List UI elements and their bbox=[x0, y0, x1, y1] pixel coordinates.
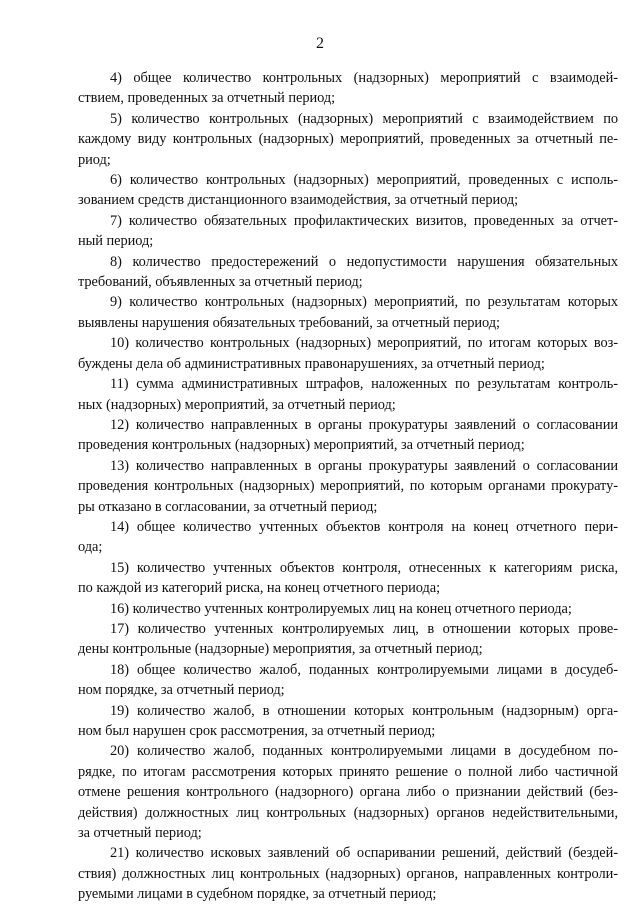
text-line: выявлены нарушения обязательных требований, за отчетный период; bbox=[78, 314, 500, 331]
page-number: 2 bbox=[316, 35, 324, 52]
text-line: 8) количество предостережений о недопустимости нарушения обязательных bbox=[110, 253, 618, 270]
text-line: 15) количество учтенных объектов контроля, отнесенных к категориям риска, bbox=[110, 559, 618, 576]
list-item bbox=[78, 333, 618, 374]
text-line: 12) количество направленных в органы прокуратуры заявлений о согласовании bbox=[110, 416, 618, 433]
text-line: 10) количество контрольных (надзорных) мероприятий, по итогам которых воз- bbox=[110, 335, 618, 352]
text-line: ствия) должностных лиц контрольных (надзорных) органов, направленных контроли- bbox=[78, 865, 618, 882]
text-line: проведения контрольных (надзорных) мероприятий, за отчетный период; bbox=[78, 437, 525, 454]
list-item bbox=[78, 170, 618, 211]
text-line: дены контрольные (надзорные) мероприятия, за отчетный период; bbox=[78, 641, 483, 658]
text-line: за отчетный период; bbox=[78, 825, 202, 842]
text-line: буждены дела об административных правонарушениях, за отчетный период; bbox=[78, 355, 545, 372]
list-item bbox=[78, 292, 618, 333]
text-line: 20) количество жалоб, поданных контролируемыми лицами в досудебном по- bbox=[110, 743, 618, 760]
text-line: руемыми лицами в судебном порядке, за отчетный период; bbox=[78, 886, 437, 903]
text-line: проведения контрольных (надзорных) мероприятий, по которым органами прокурату- bbox=[78, 478, 618, 495]
text-line: ном порядке, за отчетный период; bbox=[78, 682, 285, 699]
list-item bbox=[78, 211, 618, 252]
list-item bbox=[78, 517, 618, 558]
list-item bbox=[78, 456, 618, 517]
text-line: ода; bbox=[78, 539, 103, 556]
list-item bbox=[78, 741, 618, 843]
list-item bbox=[78, 252, 618, 293]
text-line: 4) общее количество контрольных (надзорных) мероприятий с взаимодей- bbox=[110, 70, 618, 86]
text-line: 19) количество жалоб, в отношении которых контрольным (надзорным) орга- bbox=[110, 702, 618, 719]
text-line: ры отказано в согласовании, за отчетный период; bbox=[78, 498, 378, 515]
text-line: ный период; bbox=[78, 233, 154, 250]
list-item bbox=[78, 68, 618, 109]
text-line: 14) общее количество учтенных объектов контроля на конец отчетного пери- bbox=[110, 518, 618, 535]
document-body bbox=[78, 68, 618, 905]
text-line: 17) количество учтенных контролируемых лиц, в отношении которых прове- bbox=[110, 620, 618, 637]
text-line: по каждой из категорий риска, на конец отчетного периода; bbox=[78, 580, 441, 597]
text-line: 21) количество исковых заявлений об оспаривании решений, действий (бездей- bbox=[110, 845, 618, 862]
text-line: рядке, по итогам рассмотрения которых принято решение о полной либо частичной bbox=[78, 763, 618, 780]
list-item bbox=[78, 374, 618, 415]
text-line: требований, объявленных за отчетный период; bbox=[78, 274, 363, 291]
text-line: каждому виду контрольных (надзорных) мероприятий, проведенных за отчетный пе- bbox=[78, 131, 618, 148]
text-line: 16) количество учтенных контролируемых лиц на конец отчетного периода; bbox=[110, 600, 572, 617]
list-item bbox=[78, 843, 618, 904]
list-item bbox=[78, 599, 618, 619]
list-item bbox=[78, 415, 618, 456]
text-line: действия) должностных лиц контрольных (надзорных) органов недействительными, bbox=[78, 804, 618, 821]
list-item bbox=[78, 619, 618, 660]
text-line: 6) количество контрольных (надзорных) мероприятий, проведенных с исполь- bbox=[110, 172, 618, 189]
text-line: 18) общее количество жалоб, поданных контролируемыми лицами в досудеб- bbox=[110, 661, 618, 678]
list-item bbox=[78, 701, 618, 742]
text-line: ных (надзорных) мероприятий, за отчетный период; bbox=[78, 396, 396, 413]
text-line: 7) количество обязательных профилактических визитов, проведенных за отчет- bbox=[110, 212, 618, 229]
text-line: ствием, проведенных за отчетный период; bbox=[78, 90, 336, 107]
text-line: 13) количество направленных в органы прокуратуры заявлений о согласовании bbox=[110, 457, 618, 474]
list-item bbox=[78, 109, 618, 170]
text-line: 9) количество контрольных (надзорных) мероприятий, по результатам которых bbox=[110, 294, 618, 311]
text-line: ном был нарушен срок рассмотрения, за отчетный период; bbox=[78, 723, 436, 739]
text-line: 5) количество контрольных (надзорных) мероприятий с взаимодействием по bbox=[110, 110, 618, 127]
list-item bbox=[78, 558, 618, 599]
text-line: 11) сумма административных штрафов, наложенных по результатам контроль- bbox=[110, 376, 618, 393]
text-line: отмене решения контрольного (надзорного) органа либо о признании действий (без- bbox=[78, 784, 618, 801]
list-item bbox=[78, 660, 618, 701]
text-line: зованием средств дистанционного взаимодействия, за отчетный период; bbox=[78, 192, 519, 209]
text-line: риод; bbox=[78, 151, 111, 168]
